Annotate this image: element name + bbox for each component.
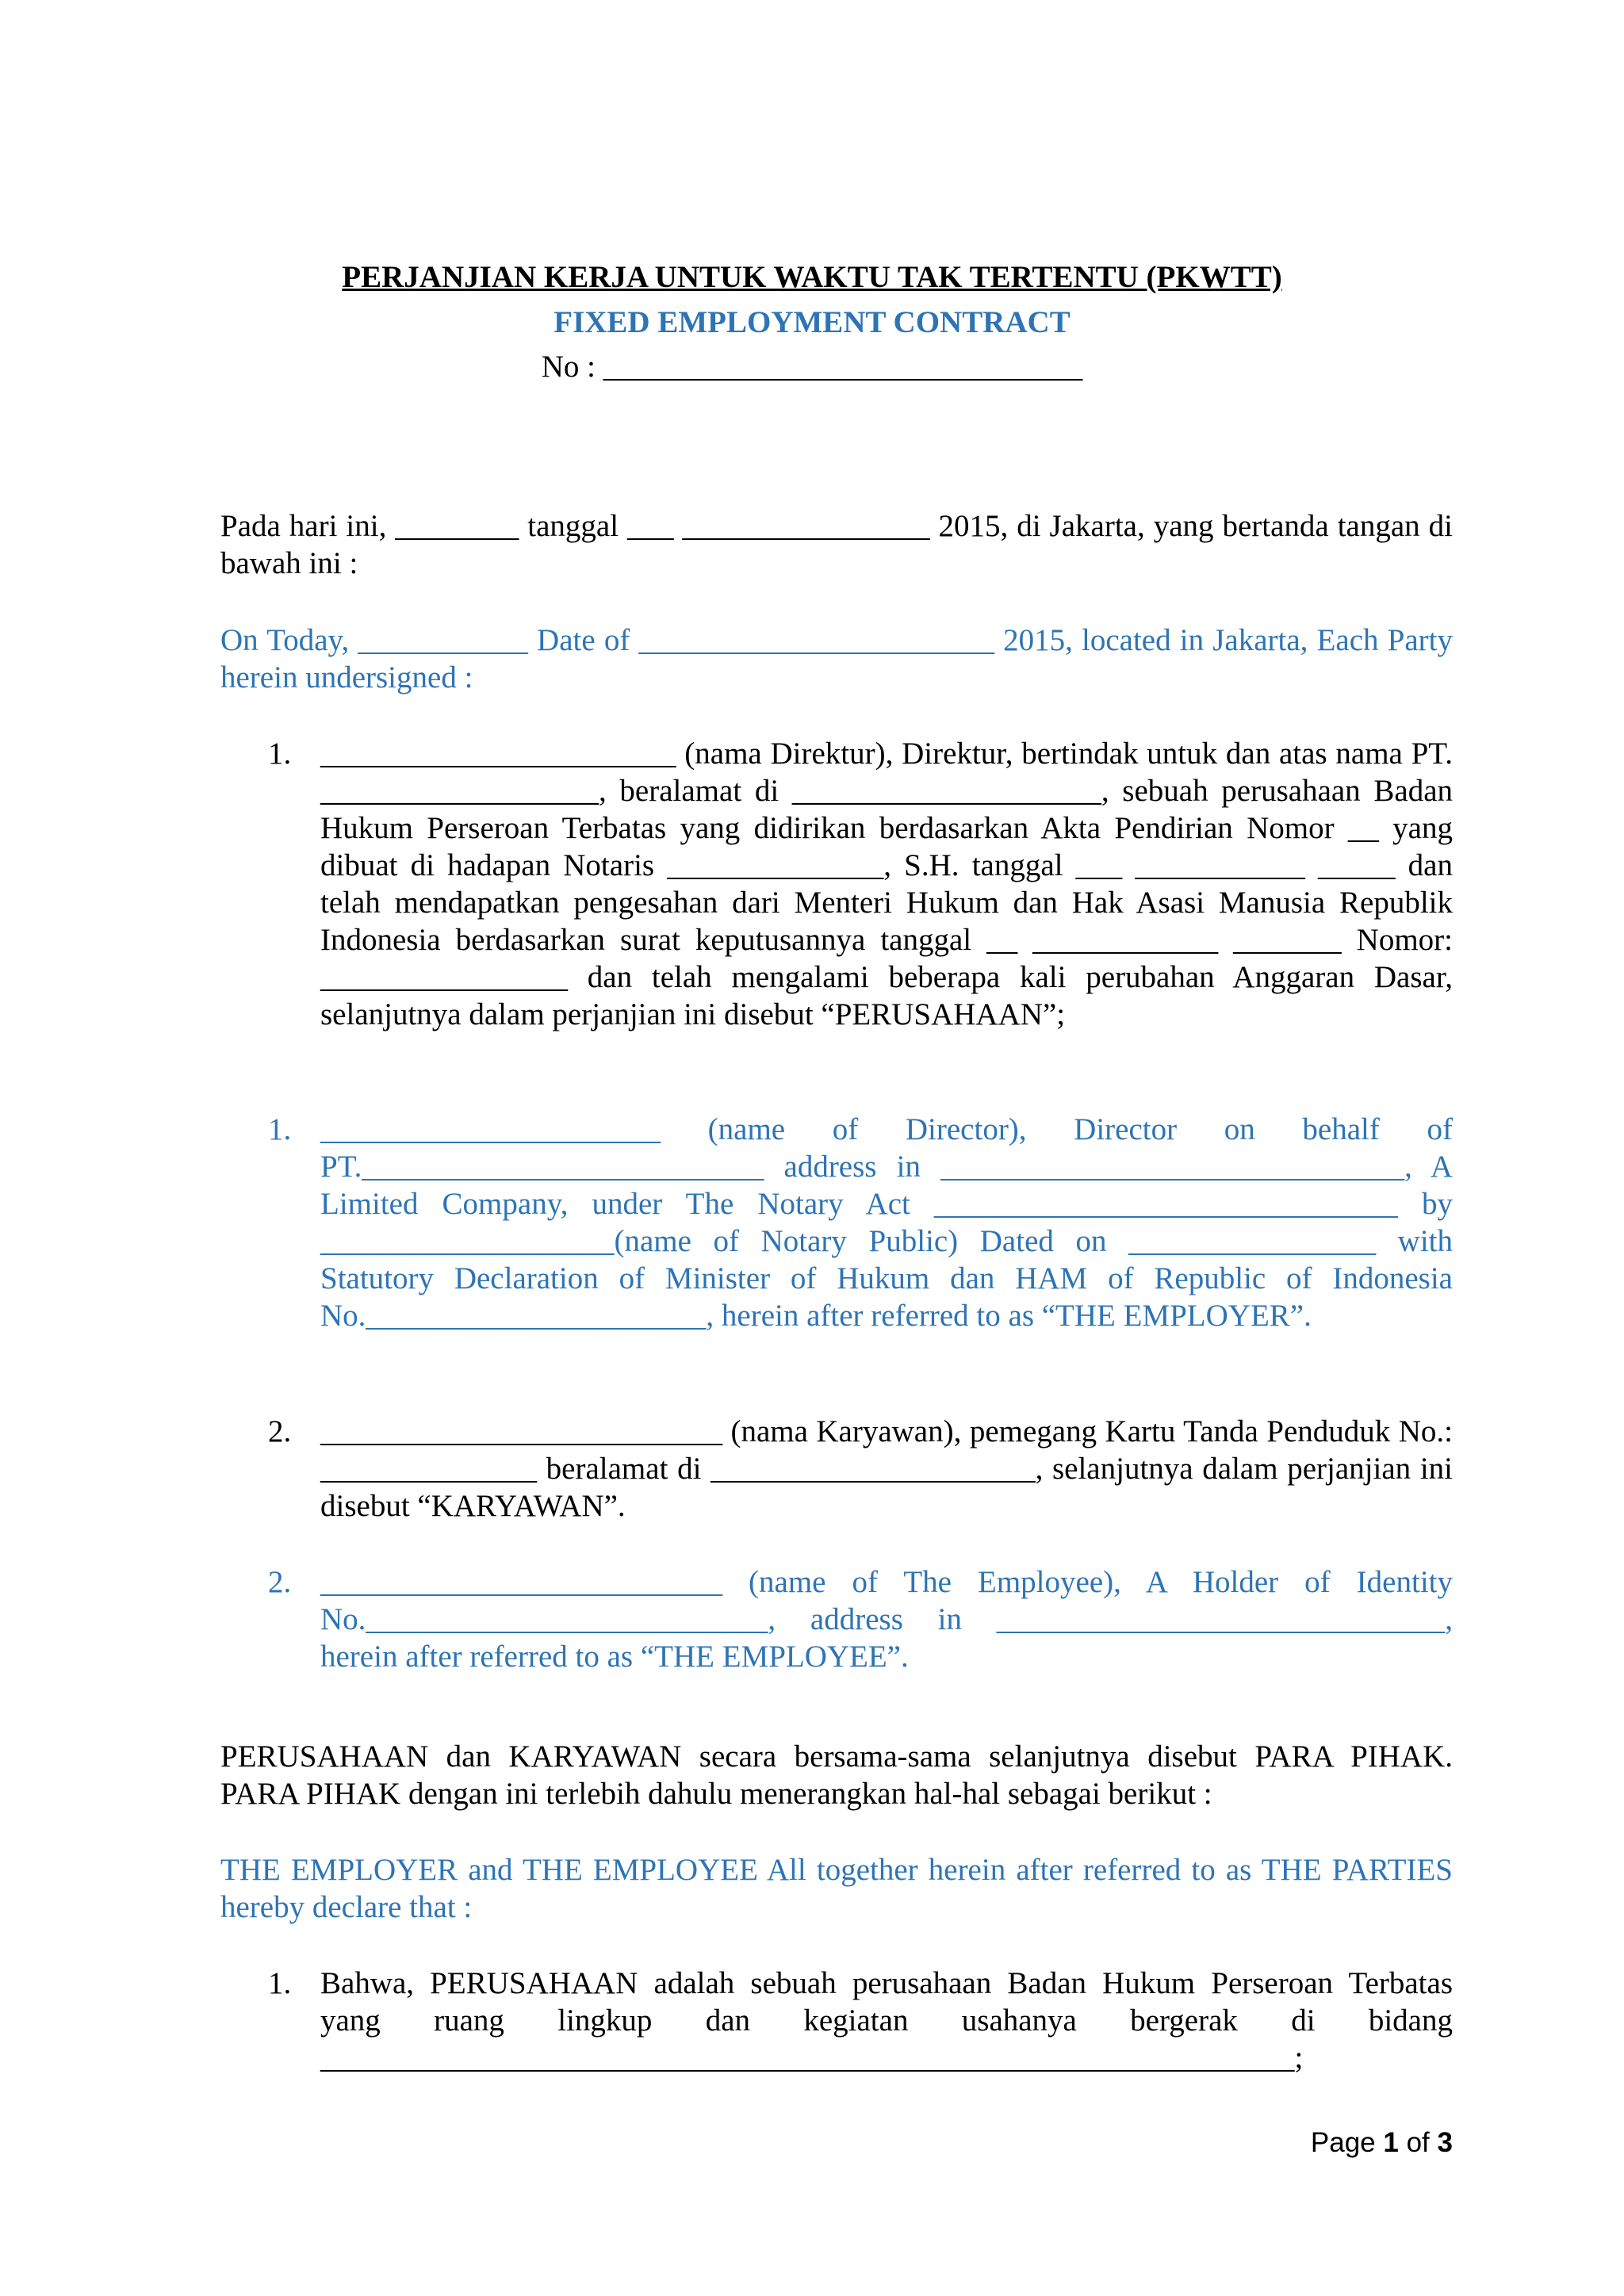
intro-paragraph-id: Pada hari ini, ________ tanggal ___ ________________ 2015, di Jakarta, yang bertanda tangan di bawah ini : bbox=[220, 509, 1453, 580]
list-number: 1. bbox=[268, 1112, 292, 1146]
of-label: of bbox=[1406, 2127, 1430, 2158]
party-text: _______________________ (nama Direktur), Direktur, bertindak untuk dan atas nama PT. __________________, beralamat di ____________________, sebuah perusahaan Badan Hukum Perseroan Terbatas yang didirikan berdasarkan Akta Pendirian Nomor __ yang dibuat di hadapan Notaris ______________, S.H. tanggal ___ ___________ _____ dan telah mendapatkan pengesahan dari Menteri Hukum dan Hak Asasi Manusia Republik Indonesia berdasarkan surat keputusannya tanggal __ ____________ _______ Nomor: ________________ dan telah mengalami beberapa kali perubahan Anggaran Dasar, selanjutnya dalam perjanjian ini disebut “PERUSAHAAN”; bbox=[320, 737, 1453, 1031]
contract-number-line: No : _______________________________ bbox=[541, 350, 1083, 384]
declaration-paragraph-id: PERUSAHAAN dan KARYAWAN secara bersama-sama selanjutnya disebut PARA PIHAK. PARA PIHAK dengan ini terlebih dahulu menerangkan hal-hal sebagai berikut : bbox=[220, 1739, 1453, 1811]
list-number: 1. bbox=[268, 737, 292, 771]
declaration-paragraph-en: THE EMPLOYER and THE EMPLOYEE All together herein after referred to as THE PARTIES hereby declare that : bbox=[220, 1853, 1453, 1924]
recital-text: Bahwa, PERUSAHAAN adalah sebuah perusahaan Badan Hukum Perseroan Terbatas yang ruang lingkup dan kegiatan usahanya bergerak di bidang _______________________________________________________________; bbox=[320, 1966, 1453, 2075]
page-number-footer bbox=[1311, 2126, 1453, 2160]
document-subtitle: FIXED EMPLOYMENT CONTRACT bbox=[553, 305, 1071, 339]
page-label: Page bbox=[1310, 2127, 1376, 2158]
party-text: ______________________ (name of Director), Director on behalf of PT.__________________________ address in ______________________________, A Limited Company, under The Notary Act ______________________________ by ___________________(name of Notary Public) Dated on ________________ with Statutory Declaration of Minister of Hukum dan HAM of Republic of Indonesia No.______________________, herein after referred to as “THE EMPLOYER”. bbox=[320, 1112, 1453, 1333]
intro-paragraph-en: On Today, ___________ Date of _______________________ 2015, located in Jakarta, Each Party herein undersigned : bbox=[220, 623, 1453, 695]
list-number: 2. bbox=[268, 1565, 292, 1599]
list-number: 2. bbox=[268, 1414, 292, 1448]
page-current: 1 bbox=[1383, 2127, 1399, 2158]
document-title: PERJANJIAN KERJA UNTUK WAKTU TAK TERTENTU (PKWTT) bbox=[342, 260, 1282, 294]
list-number: 1. bbox=[268, 1966, 292, 2000]
party-text: __________________________ (nama Karyawan), pemegang Kartu Tanda Penduduk No.: ______________ beralamat di _____________________, selanjutnya dalam perjanjian ini disebut “KARYAWAN”. bbox=[320, 1414, 1453, 1523]
party-text: __________________________ (name of The Employee), A Holder of Identity No.__________________________, address in _____________________________, herein after referred to as “THE EMPLOYEE”. bbox=[320, 1565, 1453, 1674]
page-total: 3 bbox=[1437, 2127, 1453, 2158]
